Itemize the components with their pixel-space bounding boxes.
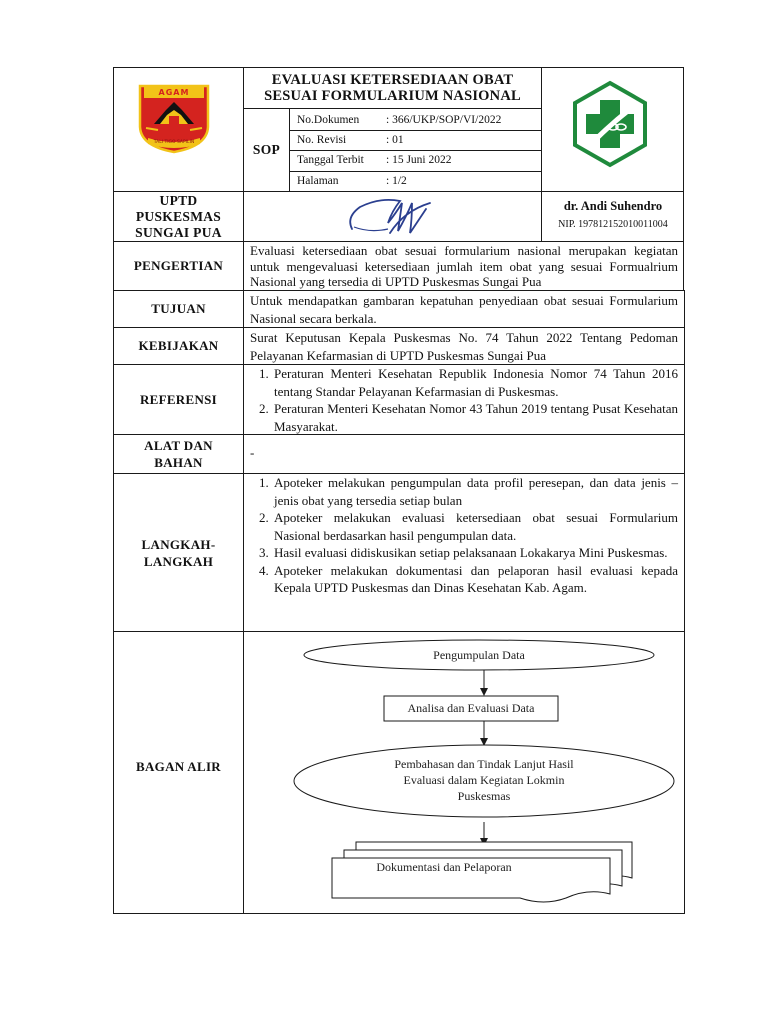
meta-label-halaman: Halaman	[297, 175, 339, 187]
agam-logo-top-text: AGAM	[158, 88, 190, 97]
langkah-label	[114, 474, 243, 631]
langkah-item: 4. Apoteker melakukan dokumentasi dan pelaporan hasil evaluasi kepada Kepala UPTD Puskesmas dan Dinas Kesehatan Kab. Agam.	[272, 562, 678, 597]
document-meta	[290, 109, 541, 191]
referensi-label: REFERENSI	[139, 391, 218, 407]
flow-step-3-line-3: Puskesmas	[457, 789, 511, 803]
sop-label: SOP	[252, 142, 281, 157]
flow-step-4-text: Dokumentasi dan Pelaporan	[376, 860, 512, 874]
alat-bahan-text: -	[250, 445, 255, 460]
alat-bahan-label-line-1: ALAT DAN	[144, 438, 213, 453]
meta-value-halaman: : 1/2	[386, 175, 407, 187]
flow-step-1-text: Pengumpulan Data	[433, 648, 525, 662]
referensi-list	[244, 365, 678, 434]
title-line-1: EVALUASI KETERSEDIAAN OBAT	[271, 72, 514, 88]
signature	[340, 193, 440, 239]
langkah-item: 3. Hasil evaluasi didiskusikan setiap pelaksanaan Lokakarya Mini Puskesmas.	[272, 544, 678, 562]
agam-logo	[136, 82, 212, 154]
org-line-1: UPTD	[159, 192, 198, 208]
flowchart	[244, 632, 684, 913]
meta-label-no-revisi: No. Revisi	[297, 134, 347, 146]
pengertian-label: PENGERTIAN	[133, 258, 224, 273]
langkah-item: 1. Apoteker melakukan pengumpulan data profil peresepan, dan data jenis – jenis obat yang tersedia setiap bulan	[272, 474, 678, 509]
signer-nip: NIP. 197812152010011004	[558, 219, 668, 230]
organization-name	[114, 192, 243, 241]
puskesmas-logo	[571, 80, 649, 168]
signer-block	[542, 198, 684, 238]
flow-step-3-line-2: Evaluasi dalam Kegiatan Lokmin	[403, 773, 565, 787]
tujuan-text: Untuk mendapatkan gambaran kepatuhan penyediaan obat sesuai Formularium Nasional secara berkala.	[250, 293, 678, 326]
org-line-2: PUSKESMAS	[135, 208, 222, 224]
referensi-item: 1. Peraturan Menteri Kesehatan Republik Indonesia Nomor 74 Tahun 2016 tentang Standar Pelayanan Kefarmasian di Puskesmas.	[272, 365, 678, 400]
referensi-item: 2. Peraturan Menteri Kesehatan Nomor 43 Tahun 2019 tentang Pusat Kesehatan Masyarakat.	[272, 400, 678, 435]
signature-icon	[340, 193, 440, 239]
body-right-border	[684, 290, 685, 914]
meta-value-no-dokumen: : 366/UKP/SOP/VI/2022	[386, 114, 502, 126]
meta-label-no-dokumen: No.Dokumen	[297, 114, 360, 126]
org-line-3: SUNGAI PUA	[135, 224, 222, 240]
flow-step-3-text	[334, 756, 634, 808]
pengertian-text: Evaluasi ketersediaan obat sesuai formularium nasional merupakan kegiatan untuk mengevaluasi ketersediaan jumlah item obat yang sesuai Formualrium Nasional yang tersedia di UPTD Puskesmas Sungai Pua	[250, 243, 678, 289]
flow-step-2-text: Analisa dan Evaluasi Data	[407, 701, 535, 715]
kebijakan-text: Surat Keputusan Kepala Puskesmas No. 74 Tahun 2022 Tentang Pedoman Pelayanan Kefarmasian di UPTD Puskesmas Sungai Pua	[250, 330, 678, 363]
langkah-label-line-1: LANGKAH-	[141, 536, 216, 552]
langkah-list	[244, 474, 678, 631]
puskesmas-logo-icon	[571, 80, 649, 168]
body-bottom-border	[113, 913, 685, 914]
header-right-border	[683, 67, 684, 290]
agam-logo-bottom-text: TALI TIGO SAPILIN	[153, 140, 195, 145]
title-line-2: SESUAI FORMULARIUM NASIONAL	[264, 88, 521, 104]
alat-bahan-label-line-2: BAHAN	[154, 455, 203, 470]
kebijakan-label: KEBIJAKAN	[138, 338, 219, 353]
tujuan-label: TUJUAN	[151, 301, 206, 316]
alat-bahan-label	[114, 435, 243, 473]
meta-label-tanggal-terbit: Tanggal Terbit	[297, 154, 364, 166]
signer-name: dr. Andi Suhendro	[563, 199, 663, 213]
langkah-label-line-2: LANGKAH	[143, 553, 214, 569]
bagan-alir-label: BAGAN ALIR	[136, 759, 221, 774]
meta-value-tanggal-terbit: : 15 Juni 2022	[386, 154, 452, 166]
document-title	[244, 68, 541, 108]
meta-value-no-revisi: : 01	[386, 134, 404, 146]
langkah-item: 2. Apoteker melakukan evaluasi ketersediaan obat sesuai Formularium Nasional berdasarkan hasil pengumpulan data.	[272, 509, 678, 544]
flow-step-3-line-1: Pembahasan dan Tindak Lanjut Hasil	[394, 757, 574, 771]
